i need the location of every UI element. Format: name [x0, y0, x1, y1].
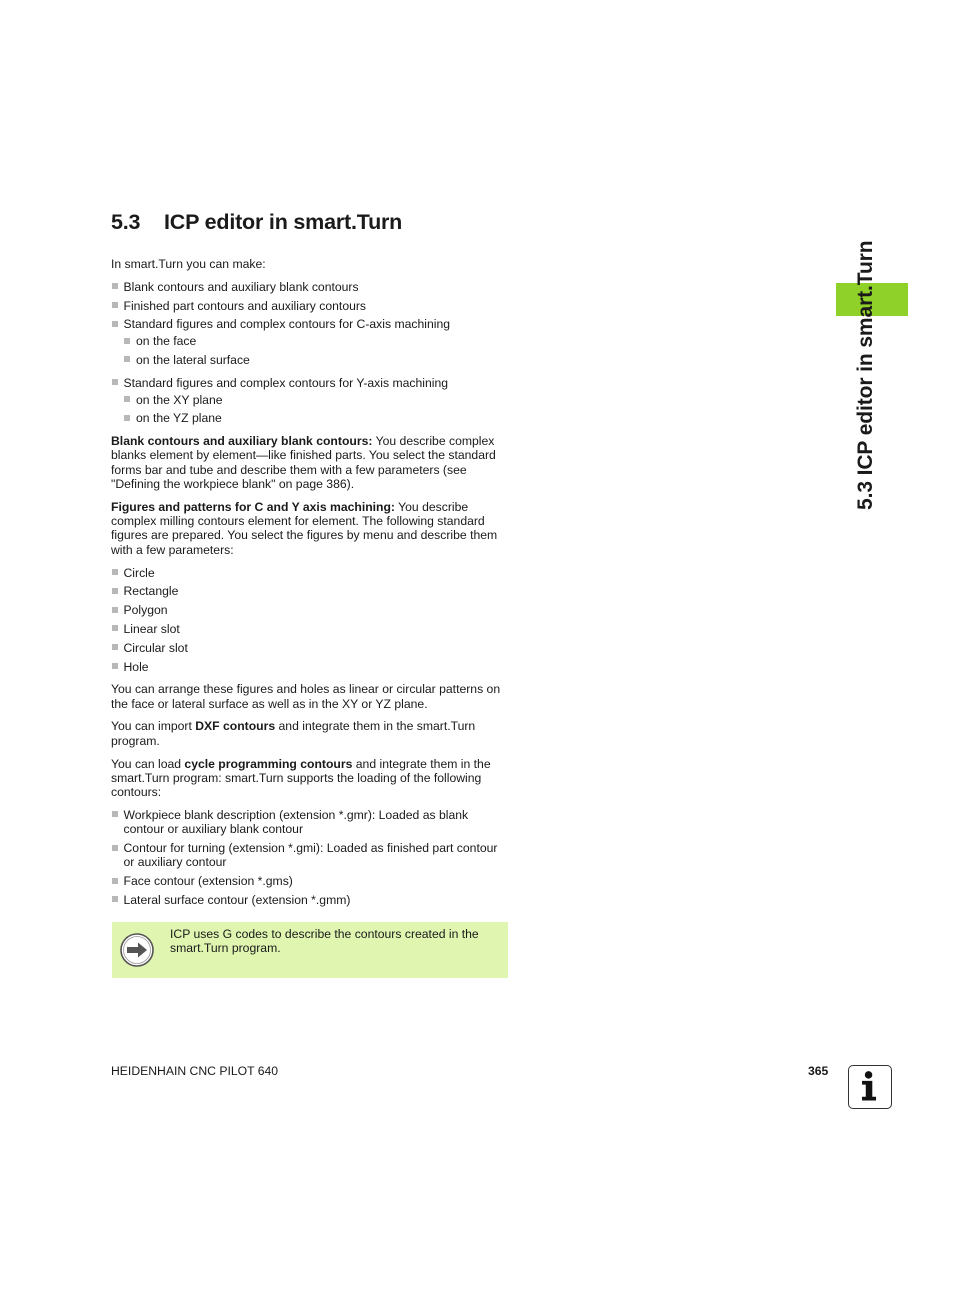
- side-title-text: 5.3 ICP editor in smart.Turn: [854, 240, 877, 510]
- paragraph-lead: Figures and patterns for C and Y axis machining:: [111, 499, 395, 514]
- list-item: Workpiece blank description (extension *.gmr): Loaded as blank contour or auxiliary blank contour: [111, 808, 509, 837]
- paragraph-figures: [111, 500, 509, 557]
- footer-product: HEIDENHAIN CNC PILOT 640: [111, 1064, 279, 1078]
- list-item-text: Standard figures and complex contours for Y-axis machining: [123, 375, 449, 390]
- paragraph-body: You describe complex blanks element by element—like finished parts. You select the standard forms bar and tube and describe them with a few parameters (see "Defining the workpiece blank" on page 386).: [111, 434, 496, 492]
- list-item: Contour for turning (extension *.gmi): Loaded as finished part contour or auxiliary contour: [111, 841, 509, 870]
- arrow-right-icon: [119, 932, 155, 968]
- list-item: Lateral surface contour (extension *.gmm): [111, 893, 509, 907]
- page-number: 365: [808, 1064, 829, 1078]
- list-item: Circular slot: [111, 641, 509, 655]
- info-icon-glyph: [849, 1066, 890, 1107]
- paragraph-body: You describe complex milling contours element for element. The following standard figures are prepared. You select the figures by menu and describe them with a few parameters:: [111, 499, 498, 557]
- list-item: Hole: [111, 660, 509, 674]
- paragraph-arrange: You can arrange these figures and holes as linear or circular patterns on the face or lateral surface as well as in the XY or YZ plane.: [111, 682, 501, 711]
- paragraph-dxf: [111, 719, 509, 748]
- section-title-text: ICP editor in smart.Turn: [164, 210, 403, 234]
- sublist-y-axis: [124, 393, 510, 426]
- main-content: [111, 257, 509, 916]
- paragraph-lead: Blank contours and auxiliary blank contours:: [111, 434, 373, 449]
- list-figures: [111, 566, 509, 674]
- list-item: Linear slot: [111, 622, 509, 636]
- list-item: on the YZ plane: [124, 411, 510, 425]
- list-item: [111, 376, 509, 426]
- list-item: Polygon: [111, 603, 509, 617]
- sublist-c-axis: [124, 334, 510, 367]
- intro-paragraph: In smart.Turn you can make:: [111, 257, 266, 271]
- paragraph-body: You can load: [111, 756, 185, 771]
- list-capabilities-2: [111, 376, 509, 426]
- paragraph-emphasis: cycle programming contours: [184, 756, 353, 771]
- list-item-text: Standard figures and complex contours for C-axis machining: [123, 317, 451, 332]
- paragraph-blank-contours: [111, 434, 509, 491]
- list-item: Finished part contours and auxiliary contours: [111, 299, 509, 313]
- info-icon: [848, 1065, 892, 1109]
- list-capabilities-1: [111, 280, 509, 367]
- list-item: Rectangle: [111, 584, 509, 598]
- paragraph-body: and integrate them in the smart.Turn program.: [111, 719, 476, 748]
- list-item: Face contour (extension *.gms): [111, 874, 509, 888]
- page-title: [111, 207, 402, 237]
- list-item: on the lateral surface: [124, 353, 510, 367]
- list-item: on the XY plane: [124, 393, 510, 407]
- section-number: 5.3: [111, 210, 141, 234]
- list-item: [111, 317, 509, 367]
- note-text: ICP uses G codes to describe the contours created in the smart.Turn program.: [170, 927, 479, 956]
- paragraph-cycle: [111, 757, 509, 800]
- paragraph-emphasis: DXF contours: [195, 719, 276, 734]
- list-item: Blank contours and auxiliary blank contours: [111, 280, 509, 294]
- list-item: Circle: [111, 566, 509, 580]
- list-contour-types: [111, 808, 509, 907]
- note-box: [112, 922, 508, 978]
- paragraph-body: and integrate them in the smart.Turn program: smart.Turn supports the loading of the following contours:: [111, 756, 491, 800]
- list-item: on the face: [124, 334, 510, 348]
- paragraph-body: You can import: [111, 719, 196, 734]
